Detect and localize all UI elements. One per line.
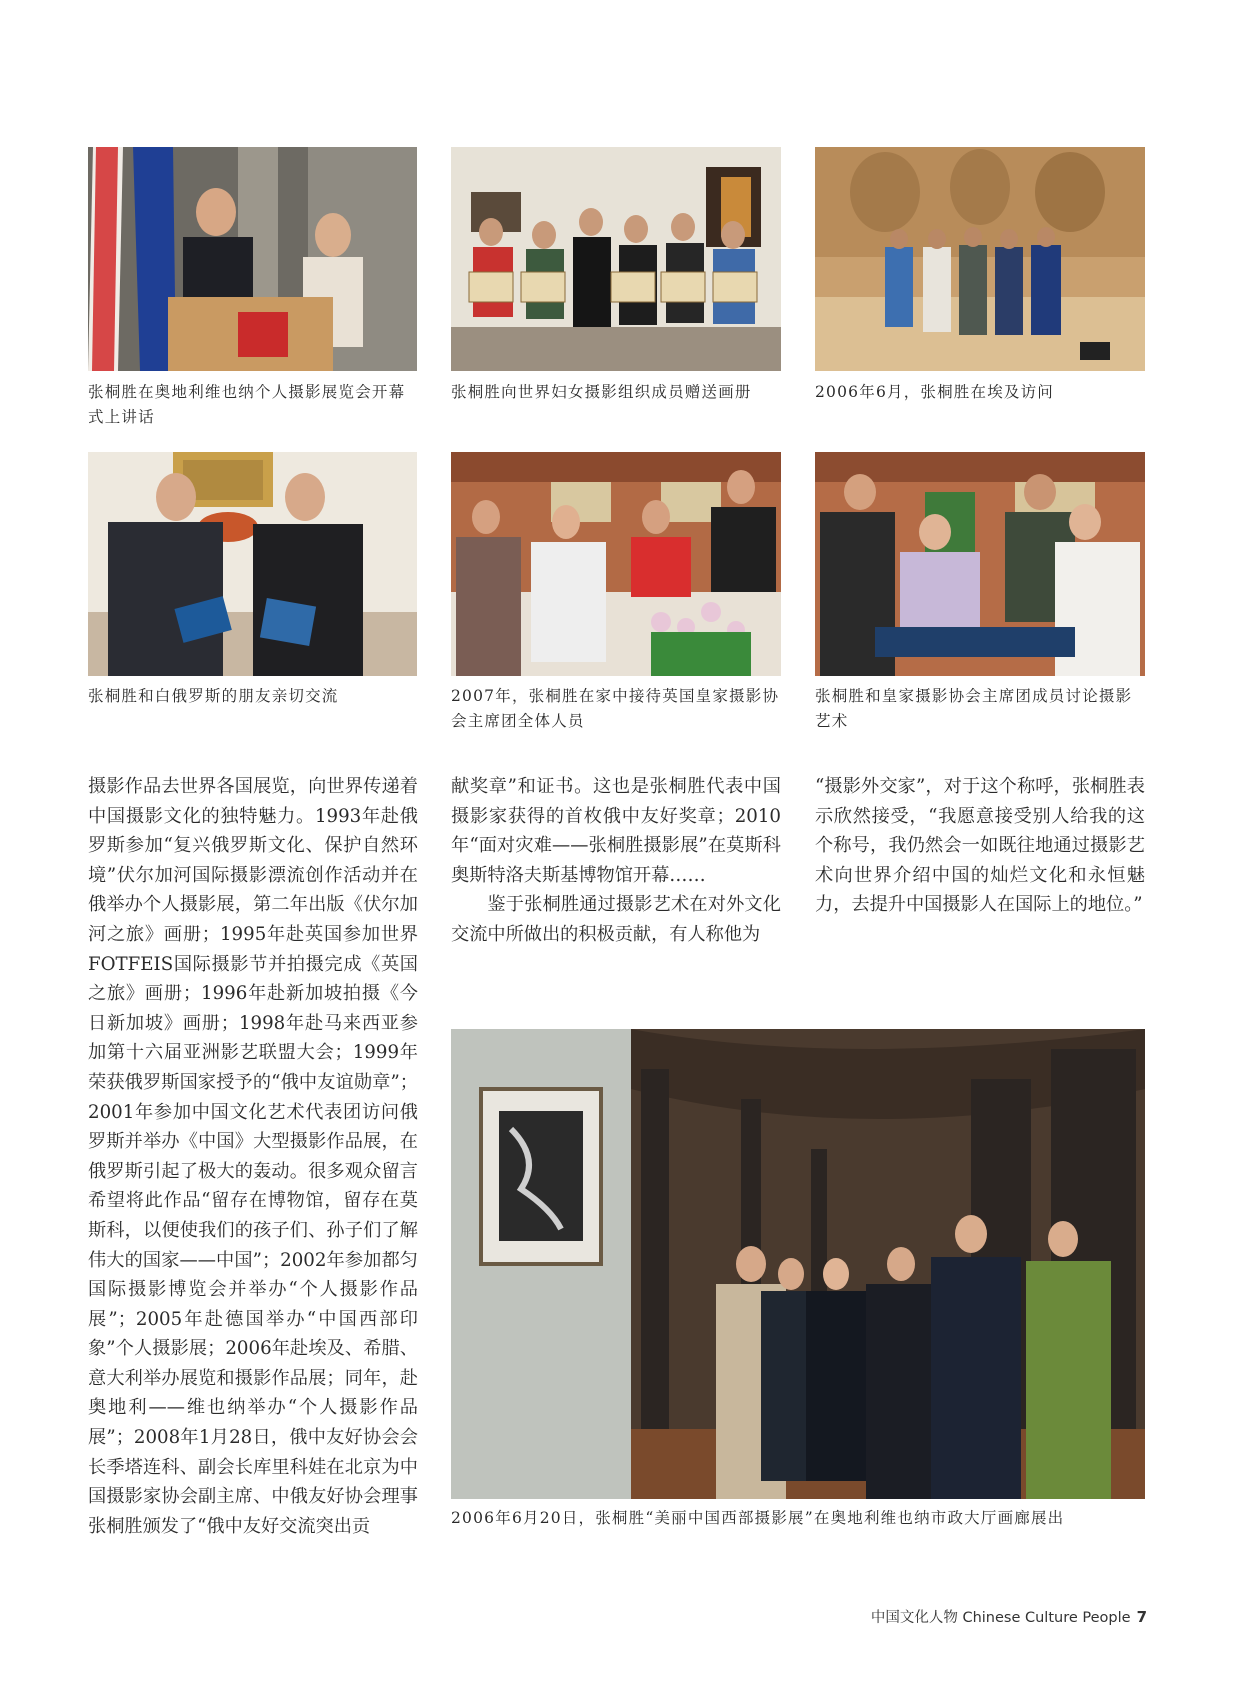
page-footer [871, 1606, 1147, 1627]
caption-photo-egypt-visit: 2006年6月，张桐胜在埃及访问 [815, 383, 1055, 401]
body-col2-paragraph-2: 鉴于张桐胜通过摄影艺术在对外文化交流中所做出的积极贡献，有人称他为 [451, 894, 781, 945]
photo-vienna-city-hall-gallery [451, 1029, 1145, 1499]
body-column-1 [88, 772, 418, 1541]
body-col2-paragraph-1: 献奖章”和证书。这也是张桐胜代表中国摄影家获得的首枚俄中友好奖章；2010年“面对灾难——张桐胜摄影展”在莫斯科奥斯特洛夫斯基博物馆开幕…… [451, 776, 781, 886]
photo-presenting-albums [451, 147, 781, 371]
caption-photo-rps-discussion: 张桐胜和皇家摄影协会主席团成员讨论摄影艺术 [815, 687, 1133, 730]
caption-photo-vienna-city-hall-gallery: 2006年6月20日，张桐胜“美丽中国西部摄影展”在奥地利维也纳市政大厅画廊展出 [451, 1509, 1065, 1527]
body-col1-paragraph: 摄影作品去世界各国展览，向世界传递着中国摄影文化的独特魅力。1993年赴俄罗斯参加“复兴俄罗斯文化、保护自然环境”伏尔加河国际摄影漂流创作活动并在俄举办个人摄影展，第二年出版《伏尔加河之旅》画册；1995年赴英国参加世界FOTFEIS国际摄影节并拍摄完成《英国之旅》画册；1996年赴新加坡拍摄《今日新加坡》画册；1998年赴马来西亚参加第十六届亚洲影艺联盟大会；1999年荣获俄罗斯国家授予的“俄中友谊勋章”；2001年参加中国文化艺术代表团访问俄罗斯并举办《中国》大型摄影作品展，在俄罗斯引起了极大的轰动。很多观众留言希望将此作品“留存在博物馆，留存在莫斯科，以便使我们的孩子们、孙子们了解伟大的国家——中国”；2002年参加都匀国际摄影博览会并举办“个人摄影作品展”；2005年赴德国举办“中国西部印象”个人摄影展；2006年赴埃及、希腊、意大利举办展览和摄影作品展；同年，赴奥地利——维也纳举办“个人摄影作品展”；2008年1月28日，俄中友好协会会长季塔连科、副会长库里科娃在北京为中国摄影家协会副主席、中俄友好协会理事张桐胜颁发了“俄中友好交流突出贡 [88, 776, 418, 1537]
caption-photo-speech-vienna: 张桐胜在奥地利维也纳个人摄影展览会开幕式上讲话 [88, 383, 406, 426]
caption-photo-rps-delegation-home: 2007年，张桐胜在家中接待英国皇家摄影协会主席团全体人员 [451, 687, 780, 730]
body-column-3 [815, 772, 1145, 920]
photo-speech-vienna [88, 147, 417, 371]
page-number: 7 [1136, 1608, 1147, 1626]
photo-egypt-visit [815, 147, 1145, 371]
body-col3-paragraph-1: “摄影外交家”，对于这个称呼，张桐胜表示欣然接受，“我愿意接受别人给我的这个称号，我仍然会一如既往地通过摄影艺术向世界介绍中国的灿烂文化和永恒魅力，去提升中国摄影人在国际上的地位。” [815, 776, 1145, 916]
photo-rps-discussion [815, 452, 1145, 676]
magazine-name: 中国文化人物 Chinese Culture People [870, 1610, 1131, 1626]
body-column-2 [451, 772, 781, 950]
caption-photo-presenting-albums: 张桐胜向世界妇女摄影组织成员赠送画册 [451, 383, 752, 401]
caption-photo-belarus-friend: 张桐胜和白俄罗斯的朋友亲切交流 [88, 687, 339, 705]
photo-rps-delegation-home [451, 452, 781, 676]
photo-belarus-friend [88, 452, 417, 676]
